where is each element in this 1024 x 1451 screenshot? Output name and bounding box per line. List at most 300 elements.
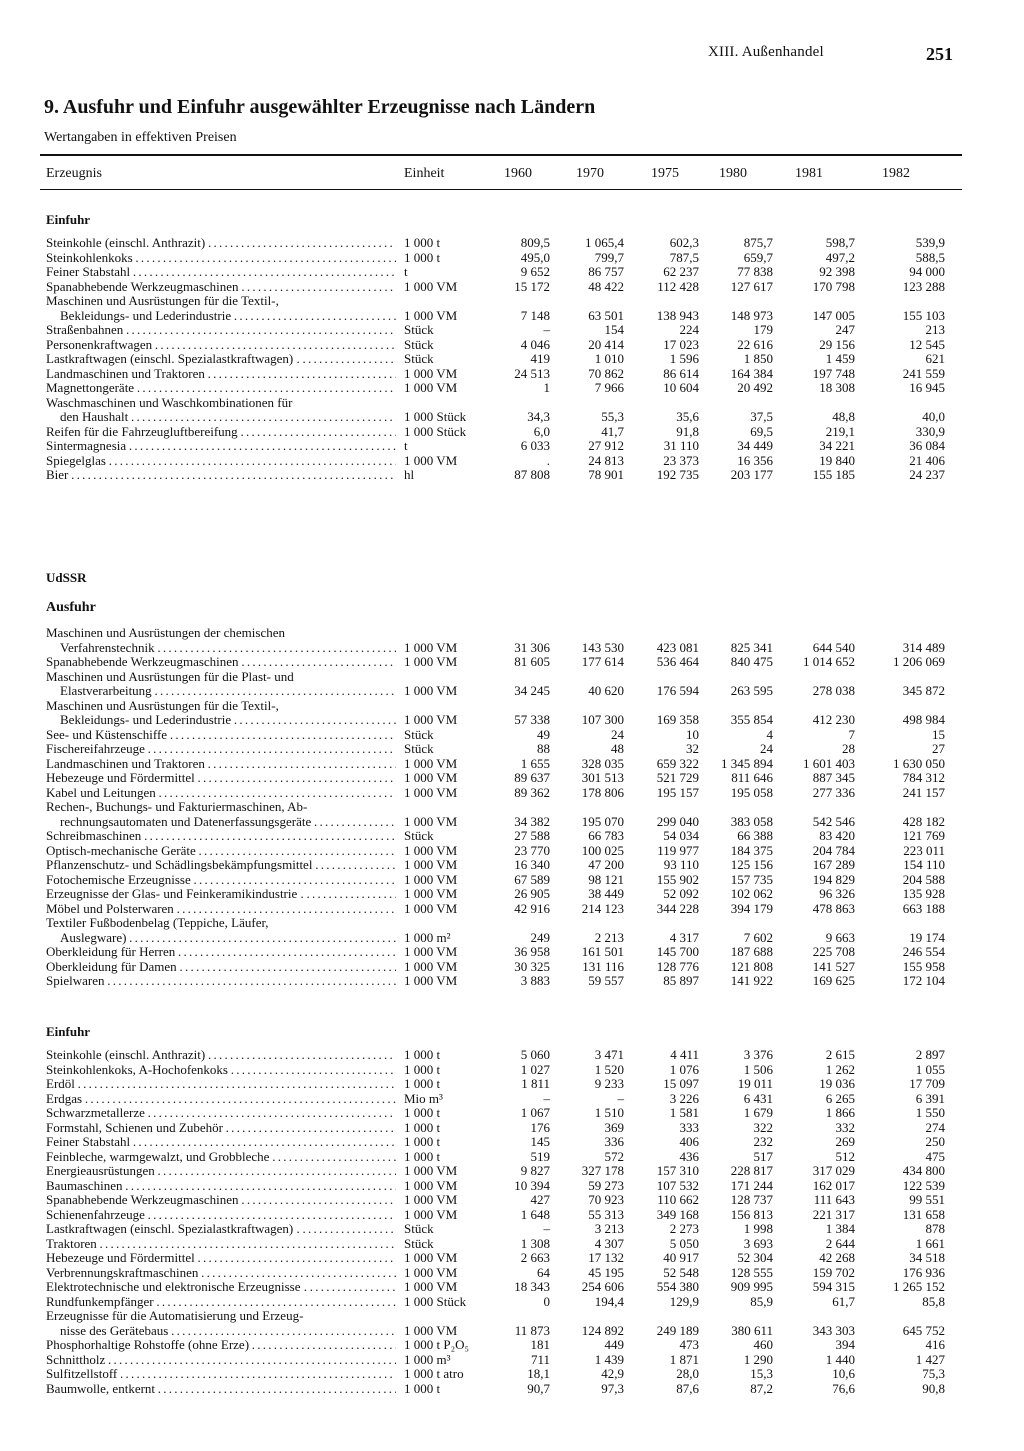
table-row [0,916,1024,945]
table-body [0,1048,1024,1396]
value-cell: 122 539 [902,1177,945,1193]
value-cell: 128 776 [656,958,699,974]
header-rule-top [40,154,962,156]
unit-cell: 1 000 VM [404,1250,458,1265]
product-name-line: Oberkleidung für Damen . . . [46,960,396,975]
table-row [0,280,1024,295]
value-cell: 299 040 [656,813,699,829]
value-cell: 92 398 [819,264,855,279]
product-name-line: Landmaschinen und Traktoren . . . [46,367,396,382]
value-cell: 277 336 [812,784,855,800]
product-name-line: Feiner Stabstahl . . . [46,265,396,280]
value-cell: . [546,452,550,468]
column-header-year: 1981 [795,166,823,181]
value-cell: 18 343 [514,1279,550,1294]
product-name [46,626,396,655]
value-cell: 1 440 [825,1351,855,1367]
table-row [0,1382,1024,1397]
value-cell: 85,9 [750,1293,773,1309]
product-name [46,468,396,483]
value-cell: 97,3 [601,1380,624,1396]
value-cell: 19 840 [819,452,855,468]
value-cell: 110 662 [657,1192,699,1207]
value-cell: 121 769 [902,828,945,843]
value-cell: 52 548 [663,1264,699,1280]
product-name [46,1063,396,1078]
value-cell: 27 [932,741,945,756]
value-cell: 138 943 [656,307,699,323]
header-rule-bottom [40,189,962,190]
value-cell: 145 700 [656,944,699,959]
value-cell: 3 213 [594,1221,624,1236]
value-cell: 167 289 [812,857,855,872]
unit-cell: 1 000 VM [404,639,458,655]
product-name-line: Bier . . . [46,468,396,483]
value-cell: – [543,1090,550,1106]
value-cell: 602,3 [669,235,699,250]
value-cell: 17 709 [909,1076,945,1091]
product-name-line: Maschinen und Ausrüstungen für die Textil-, [46,294,279,308]
value-cell: 178 806 [581,784,624,800]
value-cell: – [617,1090,624,1106]
unit-cell: 1 000 VM [404,886,458,901]
value-cell: 170 798 [812,278,855,294]
value-cell: 67 589 [514,871,550,887]
value-cell: 7 [848,726,855,742]
unit-cell: 1 000 Stück [404,1293,467,1309]
table-row [0,251,1024,266]
value-cell: 1 308 [520,1235,550,1251]
product-name-line: Elastverarbeitung . . . [46,684,396,699]
value-cell: 1 076 [669,1061,699,1077]
value-cell: 301 513 [581,770,624,785]
value-cell: 394 179 [730,900,773,916]
value-cell: 332 [835,1119,855,1135]
value-cell: 48 [611,741,624,756]
value-cell: 42 268 [819,1250,855,1265]
product-name-line: Traktoren . . . [46,1237,396,1252]
value-cell: 263 595 [730,683,773,698]
value-cell: 107 532 [656,1177,699,1193]
product-name-line: Spanabhebende Werkzeugmaschinen . . . [46,280,396,295]
value-cell: 2 615 [825,1047,855,1062]
value-cell: 38 449 [588,886,624,901]
value-cell: 83 420 [819,828,855,843]
value-cell: 24 [760,741,773,756]
value-cell: 15 [932,726,945,742]
value-cell: 423 081 [656,639,699,655]
product-name [46,670,396,699]
value-cell: 1 027 [520,1061,550,1077]
value-cell: 434 800 [902,1163,945,1178]
product-name-line: Steinkohle (einschl. Anthrazit) . . . [46,236,396,251]
product-name [46,1382,396,1397]
table-body [0,236,1024,483]
value-cell: 554 380 [656,1279,699,1294]
unit-cell: 1 000 Stück [404,409,467,424]
table-row [0,670,1024,699]
table-row [0,294,1024,323]
table-row [0,367,1024,382]
product-name [46,728,396,743]
unit-cell: 1 000 t [404,249,441,265]
product-name-line: Energieausrüstungen . . . [46,1164,396,1179]
product-name [46,699,396,728]
value-cell: 4 317 [669,929,699,945]
value-cell: 11 873 [514,1322,550,1338]
value-cell: 416 [925,1337,945,1352]
value-cell: 10 [686,726,699,742]
value-cell: 6 033 [520,438,550,453]
unit-cell: Stück [404,336,434,352]
table-row [0,425,1024,440]
product-name-line: Verbrennungskraftmaschinen . . . [46,1266,396,1281]
value-cell: 1 596 [669,351,699,366]
product-name-line: Auslegware) . . . [46,931,396,946]
value-cell: 4 [766,726,773,742]
value-cell: 1 581 [669,1105,699,1120]
value-cell: 164 384 [730,365,773,381]
value-cell: 155 185 [812,467,855,482]
value-cell: 48,8 [832,409,855,424]
table-row [0,338,1024,353]
table-row [0,1353,1024,1368]
unit-cell: 1 000 t [404,235,441,250]
value-cell: 31 110 [663,438,699,453]
value-cell: 1 384 [825,1221,855,1236]
value-cell: 521 729 [656,770,699,785]
value-cell: 1 648 [520,1206,550,1222]
value-cell: 274 [925,1119,945,1135]
unit-cell: 1 000 t [404,1061,441,1077]
value-cell: 349 168 [656,1206,699,1222]
value-cell: 131 658 [902,1206,945,1222]
value-cell: 840 475 [730,654,773,669]
unit-cell: 1 000 VM [404,683,458,698]
value-cell: 1 262 [825,1061,855,1077]
value-cell: 572 [604,1148,624,1164]
table-row [0,655,1024,670]
unit-cell: Stück [404,322,434,337]
value-cell: 536 464 [656,654,699,669]
product-name [46,251,396,266]
table-row [0,1193,1024,1208]
product-name-line: See- und Küstenschiffe . . . [46,728,396,743]
product-name [46,338,396,353]
value-cell: 10 394 [514,1177,550,1193]
value-cell: 2 663 [520,1250,550,1265]
product-name-line: Oberkleidung für Herren . . . [46,945,396,960]
value-cell: 169 358 [656,712,699,727]
table-row [0,757,1024,772]
unit-cell: 1 000 VM [404,813,458,829]
value-cell: 4 307 [594,1235,624,1251]
value-cell: 250 [925,1134,945,1149]
product-name [46,381,396,396]
product-name [46,454,396,469]
value-cell: 40 620 [588,683,624,698]
value-cell: 322 [753,1119,773,1135]
product-name-line: Hebezeuge und Fördermittel . . . [46,771,396,786]
value-cell: 131 116 [582,958,624,974]
value-cell: 1 206 069 [893,654,945,669]
value-cell: 7 148 [520,307,550,323]
value-cell: 663 188 [902,900,945,916]
value-cell: 1 065,4 [585,235,624,250]
value-cell: 147 005 [812,307,855,323]
product-name-line: Erdöl . . . [46,1077,396,1092]
value-cell: 355 854 [730,712,773,727]
value-cell: 343 303 [812,1322,855,1338]
value-cell: 328 035 [581,755,624,771]
product-name-line: Sulfitzellstoff . . . [46,1367,396,1382]
value-cell: 36 084 [909,438,945,453]
value-cell: 66 388 [737,828,773,843]
unit-cell: 1 000 m² [404,929,451,945]
value-cell: 177 614 [581,654,624,669]
value-cell: 1 998 [743,1221,773,1236]
value-cell: 17 132 [588,1250,624,1265]
product-name-line: Magnettongeräte . . . [46,381,396,396]
value-cell: 0 [543,1293,550,1309]
value-cell: 19 011 [737,1076,773,1091]
product-name-line: Verfahrenstechnik . . . [46,641,396,656]
table-row [0,1077,1024,1092]
table-row [0,902,1024,917]
value-cell: 42 916 [514,900,550,916]
product-name-line: Lastkraftwagen (einschl. Spezialastkraftwagen) . . . . [46,352,396,367]
value-cell: 24 813 [588,452,624,468]
value-cell: 3 883 [520,973,550,988]
value-cell: 187 688 [730,944,773,959]
running-head: XIII. Außenhandel [708,44,824,60]
value-cell: 17 023 [663,336,699,352]
value-cell: 28 [842,741,855,756]
unit-cell: Stück [404,828,434,843]
value-cell: 1 345 894 [721,755,773,771]
unit-cell: 1 000 VM [404,307,458,323]
product-name-line: Bekleidungs- und Lederindustrie . . . [46,713,396,728]
product-name-line: Landmaschinen und Traktoren . . . [46,757,396,772]
value-cell: 542 546 [812,813,855,829]
value-cell: 6 431 [743,1090,773,1106]
unit-cell: 1 000 VM [404,857,458,872]
unit-cell: t [404,264,408,279]
value-cell: 128 737 [730,1192,773,1207]
unit-cell: 1 000 VM [404,958,458,974]
value-cell: 1 055 [915,1061,945,1077]
value-cell: 427 [530,1192,550,1207]
product-name [46,1309,396,1338]
table-row [0,1135,1024,1150]
value-cell: 909 995 [730,1279,773,1294]
unit-cell: Stück [404,741,434,756]
unit-cell: 1 000 VM [404,1177,458,1193]
unit-cell: 1 000 t [404,1148,441,1164]
value-cell: 473 [679,1337,699,1352]
unit-cell: 1 000 VM [404,1279,458,1294]
value-cell: 102 062 [730,886,773,901]
value-cell: 344 228 [656,900,699,916]
table-row [0,352,1024,367]
value-cell: 6 265 [825,1090,855,1106]
product-name-line: nisse des Gerätebaus . . . [46,1324,396,1339]
value-cell: 539,9 [915,235,945,250]
value-cell: 81 605 [514,654,550,669]
product-name [46,1077,396,1092]
value-cell: 155 103 [902,307,945,323]
value-cell: 85 897 [663,973,699,988]
product-name [46,280,396,295]
product-name-line: Maschinen und Ausrüstungen für die Plast- und [46,669,294,684]
value-cell: 327 178 [581,1163,624,1178]
value-cell: 24 513 [514,365,550,381]
value-cell: 16 340 [514,857,550,872]
unit-cell: 1 000 VM [404,755,458,771]
product-name [46,396,396,425]
value-cell: 1 601 403 [803,755,855,771]
value-cell: 15,3 [750,1366,773,1381]
value-cell: 28,0 [676,1366,699,1381]
value-cell: 42,9 [601,1366,624,1381]
value-cell: 498 984 [902,712,945,727]
value-cell: 784 312 [902,770,945,785]
unit-cell: Stück [404,1221,434,1236]
value-cell: 383 058 [730,813,773,829]
value-cell: 37,5 [750,409,773,424]
product-name-line: Steinkohle (einschl. Anthrazit) . . . [46,1048,396,1063]
value-cell: 1 265 152 [893,1279,945,1294]
value-cell: 61,7 [832,1293,855,1309]
value-cell: 336 [604,1134,624,1149]
table-row [0,800,1024,829]
value-cell: 228 817 [730,1163,773,1178]
value-cell: 141 527 [812,958,855,974]
product-name-line: Hebezeuge und Fördermittel . . . [46,1251,396,1266]
product-name [46,323,396,338]
column-header-product: Erzeugnis [46,166,102,181]
table-row [0,699,1024,728]
product-name [46,960,396,975]
value-cell: 161 501 [581,944,624,959]
table-row [0,236,1024,251]
value-cell: 825 341 [730,639,773,655]
value-cell: 204 588 [902,871,945,887]
value-cell: 176 594 [656,683,699,698]
value-cell: 89 637 [514,770,550,785]
product-name-line: Steinkohlenkoks, A-Hochofenkoks . . . [46,1063,396,1078]
value-cell: 495,0 [520,249,550,265]
value-cell: 96 326 [819,886,855,901]
unit-cell: 1 000 t [404,1047,441,1062]
value-cell: 64 [537,1264,550,1280]
value-cell: 1 290 [743,1351,773,1367]
value-cell: 644 540 [812,639,855,655]
value-cell: 1 506 [743,1061,773,1077]
product-name [46,1251,396,1266]
value-cell: 221 317 [812,1206,855,1222]
product-name [46,800,396,829]
unit-cell: 1 000 VM [404,784,458,800]
product-name [46,858,396,873]
value-cell: 6 391 [915,1090,945,1106]
product-name-line: Spanabhebende Werkzeugmaschinen . . . [46,655,396,670]
value-cell: 22 616 [737,336,773,352]
value-cell: 86 757 [588,264,624,279]
value-cell: 369 [604,1119,624,1135]
value-cell: 7 602 [743,929,773,945]
value-cell: 66 783 [588,828,624,843]
value-cell: 213 [925,322,945,337]
value-cell: 204 784 [812,842,855,858]
product-name-line: Optisch-mechanische Geräte . . . [46,844,396,859]
product-name [46,757,396,772]
section-subheading: Ausfuhr [46,600,96,615]
value-cell: 69,5 [750,423,773,439]
product-name [46,771,396,786]
value-cell: 811 646 [731,770,773,785]
product-name-line: Reifen für die Fahrzeugluftbereifung . . . [46,425,396,440]
unit-cell: Stück [404,351,434,366]
value-cell: 155 902 [656,871,699,887]
value-cell: 34 518 [909,1250,945,1265]
value-cell: 1 459 [825,351,855,366]
table-row [0,771,1024,786]
value-cell: 1 014 652 [803,654,855,669]
product-name [46,1208,396,1223]
value-cell: 194 829 [812,871,855,887]
value-cell: 27 588 [514,828,550,843]
value-cell: 124 892 [581,1322,624,1338]
value-cell: 155 958 [902,958,945,974]
value-cell: 278 038 [812,683,855,698]
value-cell: 247 [835,322,855,337]
product-name [46,1338,396,1353]
value-cell: 224 [679,322,699,337]
product-name [46,1092,396,1107]
value-cell: 23 770 [514,842,550,858]
unit-cell: Stück [404,1235,434,1251]
product-name [46,1237,396,1252]
table-row [0,396,1024,425]
value-cell: 70 923 [588,1192,624,1207]
value-cell: 317 029 [812,1163,855,1178]
value-cell: 112 428 [657,278,699,294]
table-row [0,1222,1024,1237]
product-name-line: Textiler Fußbodenbelag (Teppiche, Läufer, [46,916,269,930]
value-cell: 77 838 [737,264,773,279]
value-cell: 54 034 [663,828,699,843]
value-cell: 1 439 [594,1351,624,1367]
table-row [0,1150,1024,1165]
table-row [0,1251,1024,1266]
value-cell: 512 [835,1148,855,1164]
product-name [46,1121,396,1136]
value-cell: 87,6 [676,1380,699,1396]
value-cell: 100 025 [581,842,624,858]
table-row [0,873,1024,888]
product-name-line: Baumwolle, entkernt . . . [46,1382,396,1397]
value-cell: 1 630 050 [893,755,945,771]
product-name-line: Rundfunkempfänger . . . [46,1295,396,1310]
value-cell: 24 [611,726,624,742]
value-cell: 249 [530,929,550,945]
value-cell: 119 977 [657,842,699,858]
unit-cell: 1 000 VM [404,770,458,785]
value-cell: 34 382 [514,813,550,829]
unit-cell: Stück [404,726,434,742]
product-name-line: Phosphorhaltige Rohstoffe (ohne Erze) . . . [46,1338,396,1353]
